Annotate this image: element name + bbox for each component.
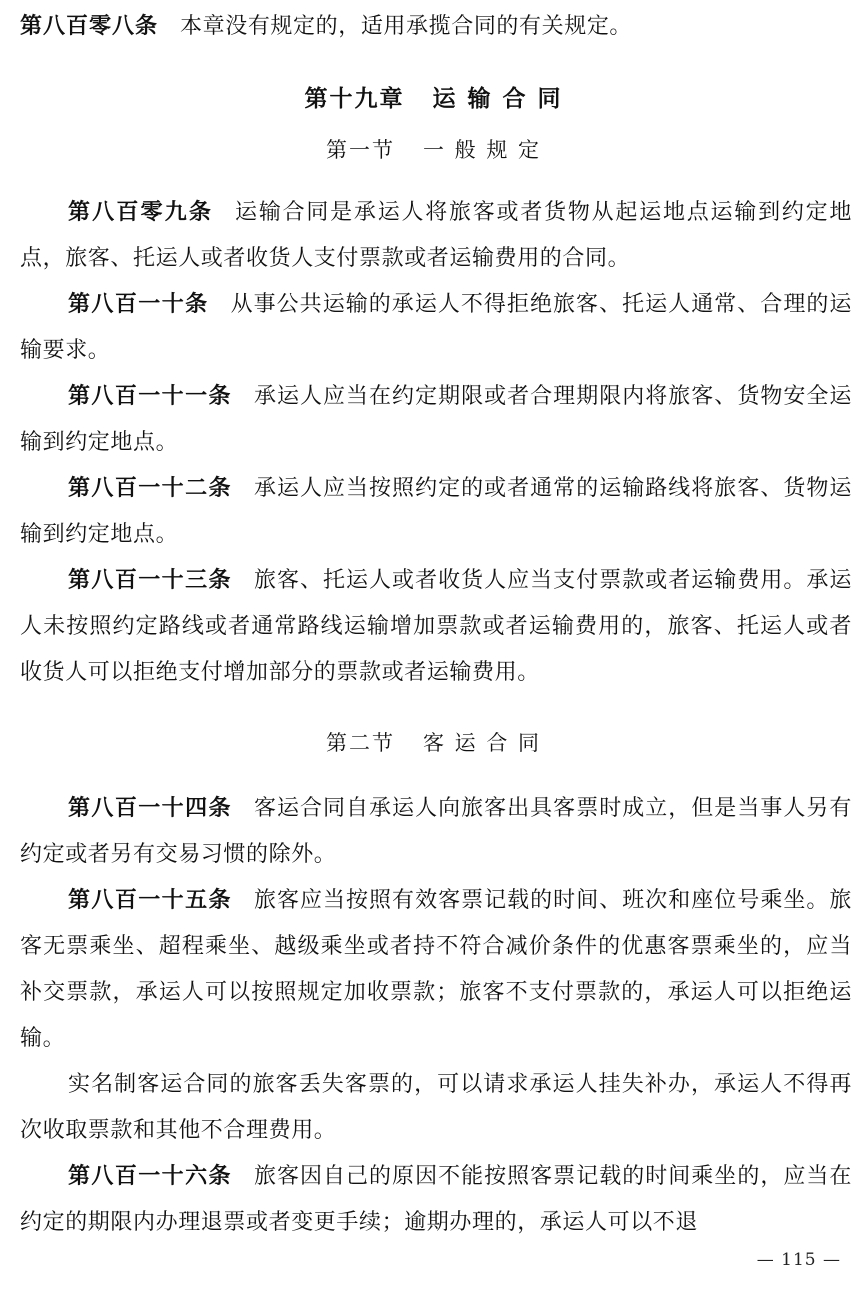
page-number: — 115 — <box>756 1250 841 1270</box>
article-text: 从事公共运输的承运人不得拒绝旅客、托运人通常、合理的运输要求。 <box>20 292 852 363</box>
article-813 <box>20 558 852 696</box>
article-number: 第八百一十一条 <box>68 384 232 409</box>
article-number: 第八百一十六条 <box>68 1164 232 1189</box>
article-text: 客运合同自承运人向旅客出具客票时成立，但是当事人另有约定或者另有交易习惯的除外。 <box>20 796 852 867</box>
chapter-heading <box>0 80 867 113</box>
section-heading-1 <box>0 134 867 164</box>
section-title: 客 运 合 同 <box>422 731 542 755</box>
article-number: 第八百零八条 <box>20 14 159 39</box>
article-number: 第八百一十三条 <box>68 568 232 593</box>
section-number: 第二节 <box>325 731 395 755</box>
article-text: 承运人应当按照约定的或者通常的运输路线将旅客、货物运输到约定地点。 <box>20 476 852 547</box>
article-text: 运输合同是承运人将旅客或者货物从起运地点运输到约定地点，旅客、托运人或者收货人支付票款或者运输费用的合同。 <box>20 200 852 271</box>
section-title: 一 般 规 定 <box>422 138 542 162</box>
article-text: 承运人应当在约定期限或者合理期限内将旅客、货物安全运输到约定地点。 <box>20 384 852 455</box>
article-text: 旅客、托运人或者收货人应当支付票款或者运输费用。承运人未按照约定路线或者通常路线运输增加票款或者运输费用的，旅客、托运人或者收货人可以拒绝支付增加部分的票款或者运输费用。 <box>20 568 852 685</box>
paragraph-text: 实名制客运合同的旅客丢失客票的，可以请求承运人挂失补办，承运人不得再次收取票款和其他不合理费用。 <box>20 1072 852 1143</box>
article-814 <box>20 786 852 878</box>
section-heading-2 <box>0 727 867 757</box>
article-text: 旅客因自己的原因不能按照客票记载的时间乘坐的，应当在约定的期限内办理退票或者变更手续；逾期办理的，承运人可以不退 <box>20 1164 852 1235</box>
section-number: 第一节 <box>325 138 395 162</box>
article-816 <box>20 1154 852 1246</box>
article-815-paragraph-2 <box>20 1062 852 1154</box>
article-number: 第八百一十条 <box>68 292 209 317</box>
article-text: 本章没有规定的，适用承揽合同的有关规定。 <box>180 14 633 39</box>
article-text: 旅客应当按照有效客票记载的时间、班次和座位号乘坐。旅客无票乘坐、超程乘坐、越级乘坐或者持不符合减价条件的优惠客票乘坐的，应当补交票款，承运人可以按照规定加收票款；旅客不支付票款的，承运人可以拒绝运输。 <box>20 888 852 1051</box>
article-number: 第八百一十二条 <box>68 476 232 501</box>
article-number: 第八百零九条 <box>68 200 214 225</box>
article-815 <box>20 878 852 1062</box>
article-809 <box>20 190 852 282</box>
article-810 <box>20 282 852 374</box>
article-number: 第八百一十四条 <box>68 796 232 821</box>
article-808 <box>20 4 852 50</box>
article-811 <box>20 374 852 466</box>
chapter-number: 第十九章 <box>304 86 405 112</box>
article-number: 第八百一十五条 <box>68 888 232 913</box>
chapter-title: 运 输 合 同 <box>432 86 563 112</box>
article-812 <box>20 466 852 558</box>
